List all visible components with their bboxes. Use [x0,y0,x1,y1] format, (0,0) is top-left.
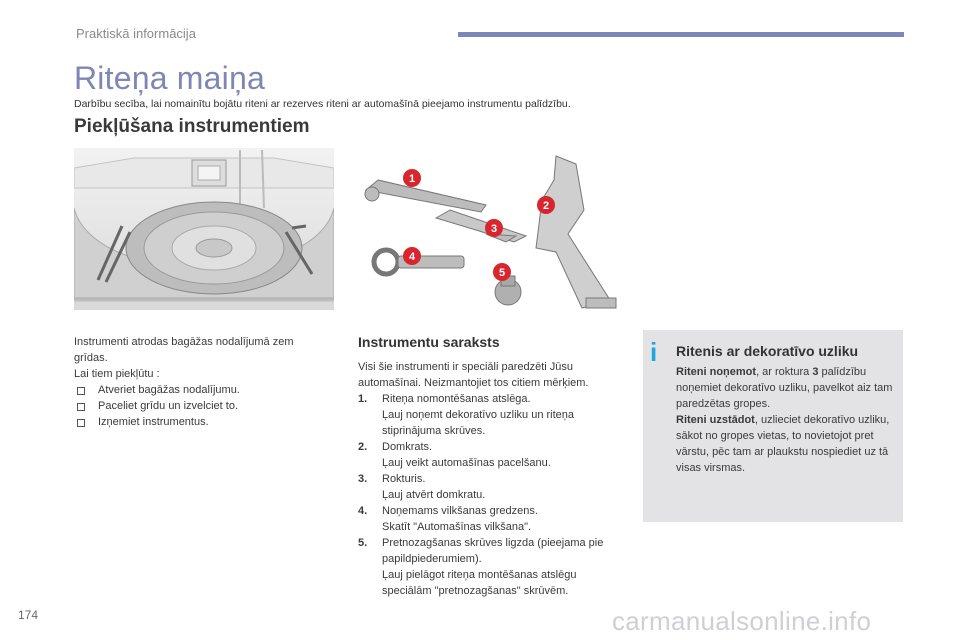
info-box-title: Ritenis ar dekoratīvo uzliku [676,343,859,359]
header-bar [458,32,904,37]
list-item: 3. Rokturis. Ļauj atvērt domkratu. [358,473,486,501]
list-item: 4. Noņemams vilkšanas gredzens. Skatīt "Automašīnas vilkšana". [358,505,538,533]
svg-text:4: 4 [408,251,416,263]
section-header: Praktiskā informācija [76,26,196,41]
list-item: Izņemiet instrumentus. [74,414,329,430]
info-box-body [676,364,894,476]
access-steps-list [74,382,329,430]
section-subtitle: Piekļūšana instrumentiem [74,116,310,137]
svg-text:1: 1 [408,173,416,185]
tool-list [358,391,623,599]
tool-list-intro: Visi šie instrumenti ir speciāli paredzēti Jūsu automašīnai. Neizmantojiet tos citiem mērķiem. [358,361,589,389]
list-item: Atveriet bagāžas nodalījumu. [74,382,329,398]
info-fit-text: Riteni uzstādot, uzlieciet dekoratīvo uzliku, sākot no gropes vietas, to novietojot pret vārstu, pēc tam ar plaukstu nospiediet uz tā visas virsmas. [676,414,890,474]
access-intro-text: Lai tiem piekļūtu : [74,368,160,380]
page-number: 174 [18,608,39,622]
intro-text: Darbību secība, lai nomainītu bojātu riteni ar rezerves riteni ar automašīnā pieejamo instrumentu palīdzību. [74,98,571,110]
list-item: Paceliet grīdu un izvelciet to. [74,398,329,414]
svg-text:3: 3 [490,223,498,235]
svg-text:5: 5 [498,267,506,279]
trunk-spare-wheel-illustration [74,148,334,310]
access-location-text: Instrumenti atrodas bagāžas nodalījumā zem grīdas. [74,336,294,364]
page-title: Riteņa maiņa [74,60,265,96]
info-icon: i [650,337,658,367]
list-item: 2. Domkrats. Ļauj veikt automašīnas pacelšanu. [358,441,551,469]
info-remove-text: Riteni noņemot, ar roktura 3 palīdzību noņemiet dekoratīvo uzliku, pavelkot aiz tam paredzētas gropes. [676,366,893,410]
tool-kit-illustration [356,150,626,320]
list-item: 1. Riteņa nomontēšanas atslēga. Ļauj noņemt dekoratīvo uzliku un riteņa stiprinājuma skrūves. [358,393,575,437]
tool-list-heading: Instrumentu saraksts [358,334,500,350]
tool-list-section [358,334,623,599]
list-item: 5. Pretnozagšanas skrūves ligzda (pieejama pie papildpiederumiem). Ļauj pielāgot riteņa montēšanas atslēgu speciālām "pretnozagšanas" skrūvēm. [358,537,604,597]
svg-text:2: 2 [542,200,550,212]
watermark: carmanualsonline.info [612,606,872,636]
access-instructions [74,334,329,430]
